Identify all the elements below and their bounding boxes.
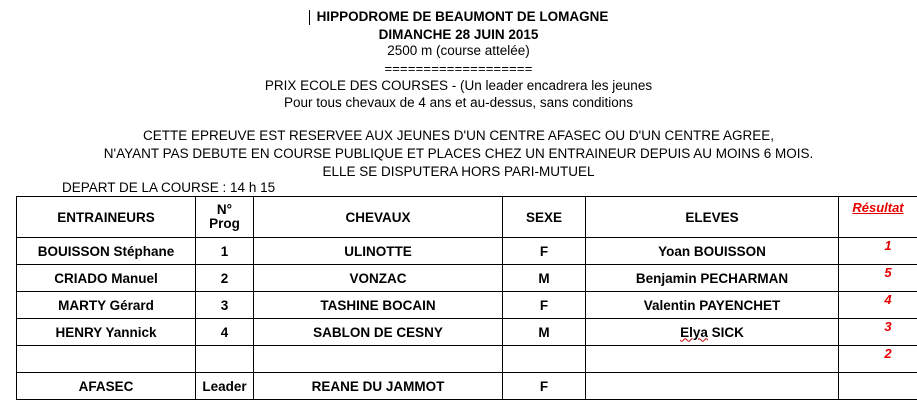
departure-time: DEPART DE LA COURSE : 14 h 15 [62,180,276,195]
cell-prog: Leader [196,373,254,400]
cell-trainer: MARTY Gérard [17,292,196,319]
header-result [839,197,917,238]
header-horses: CHEVAUX [254,197,503,238]
header-prog-label: Prog [209,216,240,231]
cell-sex: M [503,319,586,346]
cell-student [586,319,839,346]
cell-student: Yoan BOUISSON [586,238,839,265]
cell-result [839,346,917,373]
notice-line-1: CETTE EPREUVE EST RESERVEE AUX JEUNES D'UN CENTRE AFASEC OU D'UN CENTRE AGREE, [142,128,775,143]
cell-result [839,319,917,346]
table-row [17,238,917,265]
student-first-name: Elya [680,324,708,340]
notice-line-2: N'AYANT PAS DEBUTE EN COURSE PUBLIQUE ET PLACES CHEZ UN ENTRAINEUR DEPUIS AU MOINS 6 MOIS. [103,146,814,161]
result-value: 4 [884,291,892,307]
table-row [17,265,917,292]
cell-student [586,346,839,373]
notice-line-3: ELLE SE DISPUTERA HORS PARI-MUTUEL [322,164,595,179]
cell-sex: F [503,292,586,319]
cell-prog [196,346,254,373]
result-value: 5 [884,264,892,280]
cell-horse [254,346,503,373]
header-sex: SEXE [503,197,586,238]
result-value: 1 [884,237,892,253]
cell-horse: VONZAC [254,265,503,292]
header-trainers: ENTRAINEURS [17,197,196,238]
race-distance: 2500 m (course attelée) [387,43,530,58]
cell-trainer: AFASEC [17,373,196,400]
separator-line: =================== [384,61,533,76]
cell-horse: SABLON DE CESNY [254,319,503,346]
cell-result [839,265,917,292]
prize-name: PRIX ECOLE DES COURSES - (Un leader encadrera les jeunes [264,78,653,93]
cell-prog: 1 [196,238,254,265]
cell-trainer: CRIADO Manuel [17,265,196,292]
table-row [17,292,917,319]
cell-trainer: HENRY Yannick [17,319,196,346]
race-conditions: Pour tous chevaux de 4 ans et au-dessus, sans conditions [284,95,633,110]
table-row [17,373,917,400]
cell-sex [503,346,586,373]
cell-student: Valentin PAYENCHET [586,292,839,319]
cell-horse: ULINOTTE [254,238,503,265]
cell-horse: TASHINE BOCAIN [254,292,503,319]
cell-result [839,238,917,265]
result-value: 3 [884,318,892,334]
cell-sex: F [503,238,586,265]
result-value: 2 [884,345,892,361]
cell-trainer: BOUISSON Stéphane [17,238,196,265]
cell-result [839,292,917,319]
table-row [17,319,917,346]
race-date: DIMANCHE 28 JUIN 2015 [378,27,539,42]
cell-prog: 2 [196,265,254,292]
header-prog-number: N° [216,202,233,217]
table-header-row [17,197,917,238]
student-last-name: SICK [707,324,744,340]
table-row [17,346,917,373]
page-title: HIPPODROME DE BEAUMONT DE LOMAGNE [316,9,609,24]
cell-result [839,373,917,400]
cell-horse: REANE DU JAMMOT [254,373,503,400]
header-result-label: Résultat [852,199,904,215]
cell-trainer [17,346,196,373]
cell-sex: F [503,373,586,400]
cell-sex: M [503,265,586,292]
cell-prog: 3 [196,292,254,319]
header-students: ELEVES [586,197,839,238]
cell-student: Benjamin PECHARMAN [586,265,839,292]
header-prog [196,197,254,238]
cell-student [586,373,839,400]
cell-prog: 4 [196,319,254,346]
race-table [16,196,917,400]
